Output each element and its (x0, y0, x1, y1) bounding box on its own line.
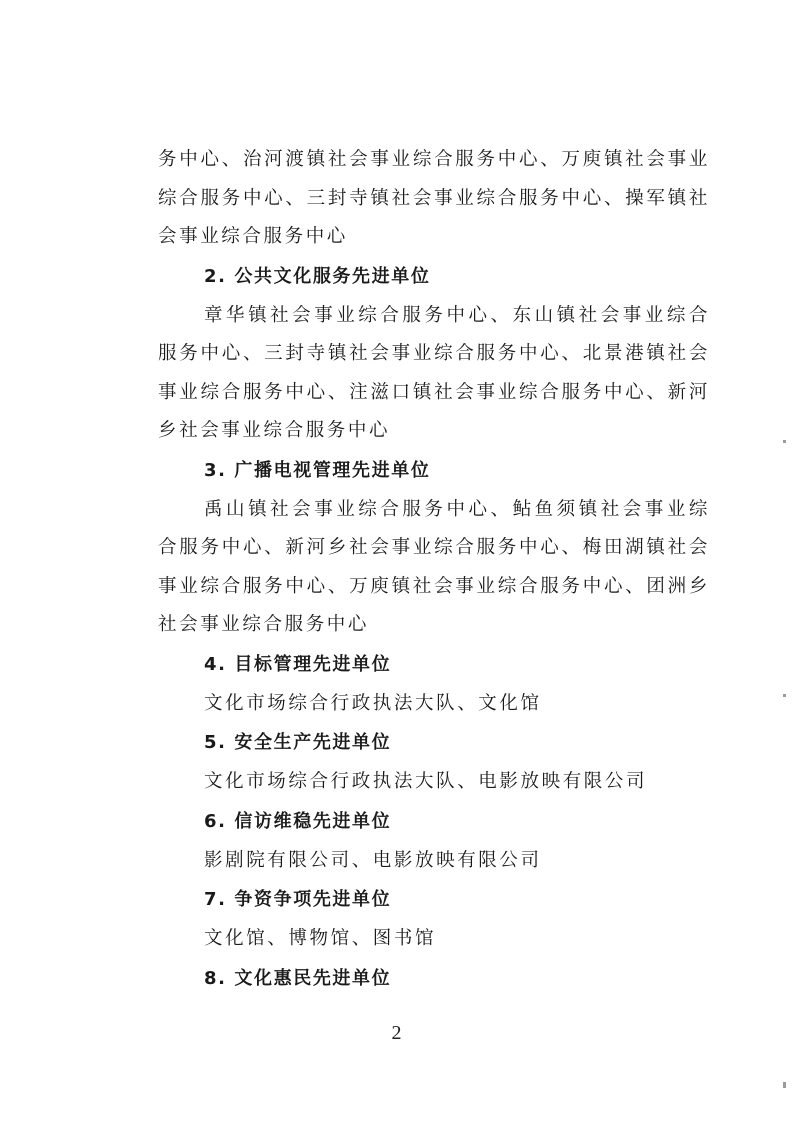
section-paragraph-6: 影剧院有限公司、电影放映有限公司 (204, 849, 542, 871)
section-heading-2: 2. 公共文化服务先进单位 (204, 265, 431, 287)
document-body (158, 141, 710, 999)
section-heading-4: 4. 目标管理先进单位 (204, 653, 392, 675)
section-heading-8: 8. 文化惠民先进单位 (204, 967, 392, 989)
section-paragraph-4: 文化市场综合行政执法大队、文化馆 (204, 692, 542, 714)
continuation-paragraph: 务中心、治河渡镇社会事业综合服务中心、万庾镇社会事业综合服务中心、三封寺镇社会事业综合服务中心、操军镇社会事业综合服务中心 (158, 149, 710, 247)
section-paragraph-5: 文化市场综合行政执法大队、电影放映有限公司 (204, 771, 648, 792)
section-heading-5: 5. 安全生产先进单位 (204, 732, 392, 753)
section-paragraph-3: 禹山镇社会事业综合服务中心、鲇鱼须镇社会事业综合服务中心、新河乡社会事业综合服务中心、梅田湖镇社会事业综合服务中心、万庾镇社会事业综合服务中心、团洲乡社会事业综合服务中心 (158, 498, 710, 635)
section-heading-6: 6. 信访维稳先进单位 (204, 810, 392, 832)
scan-speck (783, 1082, 786, 1088)
section-paragraph-7: 文化馆、博物馆、图书馆 (204, 928, 437, 949)
section-paragraph-2: 章华镇社会事业综合服务中心、东山镇社会事业综合服务中心、三封寺镇社会事业综合服务中心、北景港镇社会事业综合服务中心、注滋口镇社会事业综合服务中心、新河乡社会事业综合服务中心 (158, 304, 710, 441)
section-heading-3: 3. 广播电视管理先进单位 (204, 459, 431, 481)
scan-speck (783, 694, 786, 697)
page-number: 2 (391, 1022, 402, 1044)
section-heading-7: 7. 争资争项先进单位 (204, 889, 392, 910)
scan-speck (783, 440, 786, 443)
